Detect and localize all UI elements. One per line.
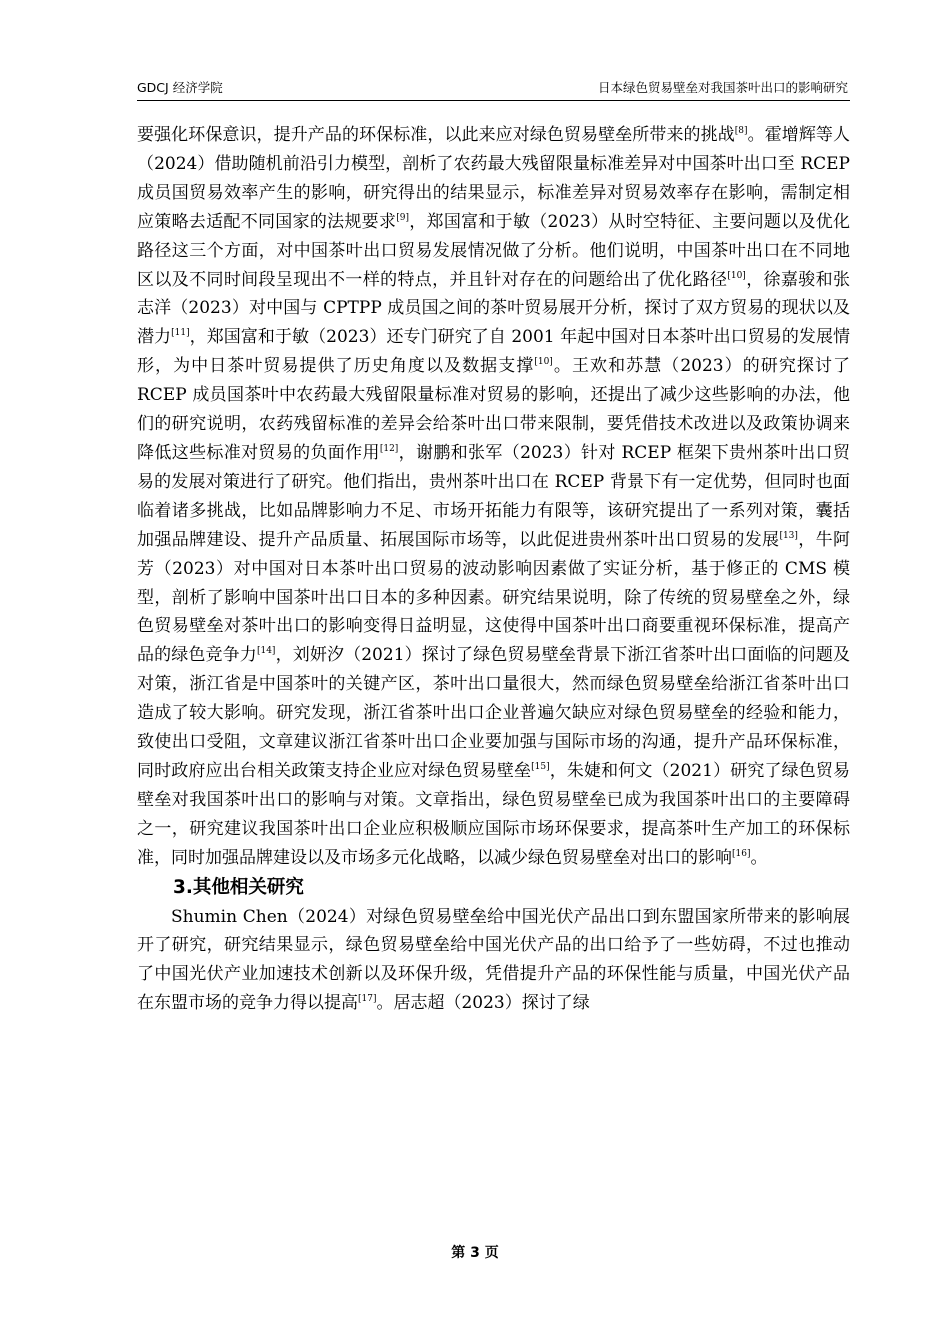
text-run: 要强化环保意识，提升产品的环保标准，以此来应对绿色贸易壁垒所带来的挑战 [137, 125, 735, 145]
text-run: 。王欢和苏慧（2023）的研究探讨了 RCEP 成员国茶叶中农药最大残留限量标准对贸易的影响，还提出了减少这些影响的办法，他们的研究说明，农药残留标准的差异会给茶叶出口带来限制，要凭借技术改进以及政策协调来降低这些标准对贸易的负面作用 [137, 356, 851, 463]
citation-ref: [12] [379, 443, 399, 454]
text-run: 。居志超（2023）探讨了绿 [376, 993, 590, 1014]
text-run: 。霍增辉等人（2024）借助随机前沿引力模型，剖析了农药最大残留限量标准差异对中国茶叶出口至 RCEP 成员国贸易效率产生的影响，研究得出的结果显示，标准差异对贸易效率存在影响，需制定相应策略去适配不同国家的法规要求 [137, 125, 851, 232]
text-run: ，郑国富和于敏（2023）从时空特征、主要问题以及优化路径这三个方面，对中国茶叶出口贸易发展情况做了分析。他们说明，中国茶叶出口在不同地区以及不同时间段呈现出不一样的特点，并且针对存在的问题给出了优化路径 [137, 211, 851, 290]
main-text [137, 121, 850, 1018]
citation-ref: [13] [779, 530, 798, 541]
header-thesis-title: 日本绿色贸易壁垒对我国茶叶出口的影响研究 [597, 80, 848, 95]
section-heading: 3.其他相关研究 [173, 876, 304, 898]
text-run: Shumin Chen（2024）对绿色贸易壁垒给中国光伏产品出口到东盟国家所带来的影响展开了研究，研究结果显示，绿色贸易壁垒给中国光伏产品的出口给予了一些妨碍，不过也推动了中国光伏产业加速技术创新以及环保升级，凭借提升产品的环保性能与质量，中国光伏产品在东盟市场的竞争力得以提高 [137, 906, 850, 1014]
citation-ref: [9] [396, 212, 409, 223]
text-run: 。 [750, 847, 768, 868]
paragraph-literature-review [137, 121, 850, 873]
citation-ref: [11] [171, 328, 190, 339]
citation-ref: [8] [734, 126, 748, 136]
page-number: 第 3 页 [451, 1245, 499, 1261]
text-run: ，刘妍汐（2021）探讨了绿色贸易壁垒背景下浙江省茶叶出口面临的问题及对策，浙江省是中国茶叶的关键产区，茶叶出口量很大，然而绿色贸易壁垒给浙江省茶叶出口造成了较大影响。研究发现，浙江省茶叶出口企业普遍欠缺应对绿色贸易壁垒的经验和能力，致使出口受阻，文章建议浙江省茶叶出口企业要加强与国际市场的沟通，提升产品环保标准，同时政府应出台相关政策支持企业应对绿色贸易壁垒 [137, 645, 851, 781]
text-run: ，谢鹏和张军（2023）针对 RCEP 框架下贵州茶叶出口贸易的发展对策进行了研究。他们指出，贵州茶叶出口在 RCEP 背景下有一定优势，但同时也面临着诸多挑战，比如品牌影响力不足、市场开拓能力有限等，该研究提出了一系列对策，囊括加强品牌建设、提升产品质量、拓展国际市场等，以此促进贵州茶叶出口贸易的发展 [137, 442, 850, 550]
text-run: ，郑国富和于敏（2023）还专门研究了自 2001 年起中国对日本茶叶出口贸易的发展情形，为中日茶叶贸易提供了历史角度以及数据支撑 [137, 327, 851, 377]
text-run: ，朱婕和何文（2021）研究了绿色贸易壁垒对我国茶叶出口的影响与对策。文章指出，绿色贸易壁垒已成为我国茶叶出口的主要障碍之一，研究建议我国茶叶出口企业应积极顺应国际市场环保要求，提高茶叶生产加工的环保标准，同时加强品牌建设以及市场多元化战略，以减少绿色贸易壁垒对出口的影响 [137, 760, 851, 868]
text-run: ，徐嘉骏和张志洋（2023）对中国与 CPTPP 成员国之间的茶叶贸易展开分析，探讨了双方贸易的现状以及潜力 [137, 269, 851, 348]
citation-ref: [15] [531, 761, 550, 772]
citation-ref: [10] [534, 357, 553, 368]
running-header [137, 78, 850, 101]
citation-ref: [16] [732, 848, 751, 859]
citation-ref: [10] [727, 270, 746, 281]
citation-ref: [17] [358, 994, 377, 1005]
paragraph-other-research [137, 903, 850, 1019]
header-institution: GDCJ 经济学院 [137, 80, 223, 95]
citation-ref: [14] [256, 646, 276, 657]
text-run: ，牛阿芳（2023）对中国对日本茶叶出口贸易的波动影响因素做了实证分析，基于修正的 CMS 模型，剖析了影响中国茶叶出口日本的多种因素。研究结果说明，除了传统的贸易壁垒之外，绿色贸易壁垒对茶叶出口的影响变得日益明显，这使得中国茶叶出口商要重视环保标准，提高产品的绿色竞争力 [137, 529, 851, 666]
